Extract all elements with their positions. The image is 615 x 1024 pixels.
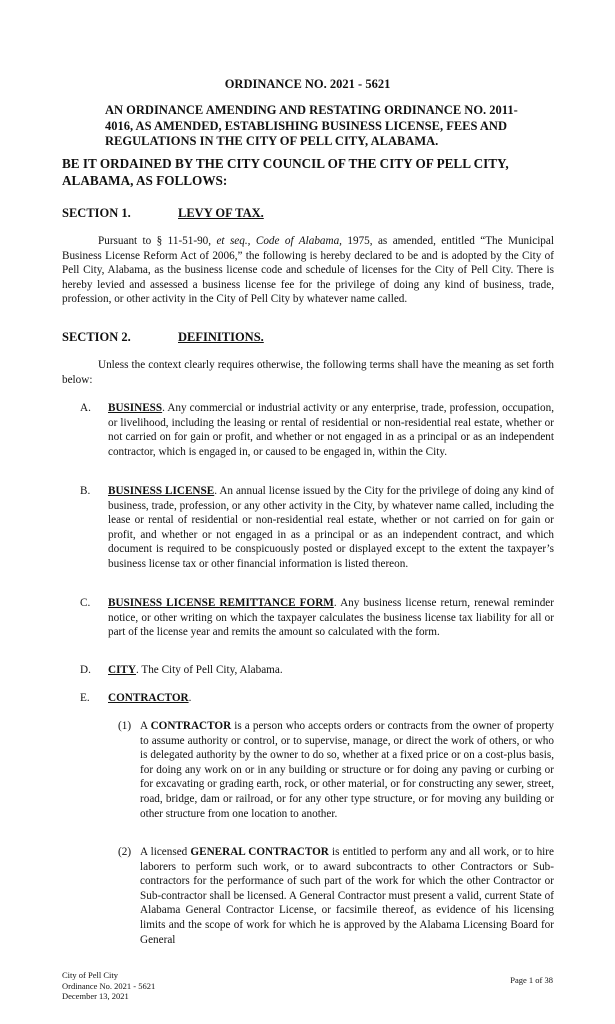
contractor-item-1: (1) A CONTRACTOR is a person who accepts orders or contracts from the owner of property to assume authority or control, or to supervise, manage, or direct the work of others, or who is delegated authority by the owner to do so, whether at a fixed price or on a cost-plus basis, for doing any work on or in any building or structure or for doing any paving or curbing or for excavating or grading earth, rock, or other material, or for constructing any sewer, street, road, bridge, dam or railroad, or for any other type structure, or for moving any building or other structure from one location to another. [118, 720, 555, 820]
section-1-heading [62, 206, 264, 221]
section-1-name: LEVY OF TAX. [178, 206, 264, 220]
contractor-item-2: (2) A licensed GENERAL CONTRACTOR is entitled to perform any and all work, or to hire laborers to perform such work, or to award subcontracts to other Contractors or Sub-contractors for the performance of such part of the work for which the other Contractor or Sub-contractor shall be licensed. A General Contractor must present a valid, current State of Alabama General Contractor License, or facsimile thereof, as evidence of his licensing limits and the scope of work for which he is approved by the Alabama Licensing Board for General [118, 846, 554, 946]
definition-contractor: E. CONTRACTOR. [80, 692, 192, 704]
footer-city: City of Pell City [62, 970, 118, 980]
section-2-number: SECTION 2. [62, 330, 131, 344]
ordain-clause: BE IT ORDAINED BY THE CITY COUNCIL OF THE CITY OF PELL CITY, ALABAMA, AS FOLLOWS: [62, 156, 509, 188]
page-number: Page 1 of 38 [510, 975, 553, 985]
definition-business: A. BUSINESS. Any commercial or industrial activity or any enterprise, trade, profession, occupation, or livelihood, including the leasing or rental of residential or non-residential real estate, whether or not carried on for gain or profit, and whether or not engaged in as a principal or as an independent contractor, which is engaged in, or caused to be engaged in, within the City. [80, 402, 554, 458]
section-2-intro: Unless the context clearly requires otherwise, the following terms shall have the meaning as set forth below: [62, 359, 554, 386]
section-2-name: DEFINITIONS. [178, 330, 264, 344]
definition-city: D. CITY. The City of Pell City, Alabama. [80, 664, 283, 676]
definition-business-license: B. BUSINESS LICENSE. An annual license issued by the City for the privilege of doing any kind of business, trade, profession, or any other activity in the City, by whatever name called, including the lease or rental of residential or non-residential real estate, whether or not carried on for gain or profit, and whether or not engaged in as a principal or as an independent contract, and which document is required to be conspicuously posted or displayed except to the extent the taxpayer’s business license tax or other financial information is listed thereon. [80, 485, 554, 570]
definition-remittance-form: C. BUSINESS LICENSE REMITTANCE FORM. Any business license return, renewal reminder notice, or other writing on which the taxpayer calculates the business license tax liability for all or part of the license year and remits the amount so calculated with the form. [80, 597, 554, 639]
section-1-number: SECTION 1. [62, 206, 131, 220]
ordinance-title: ORDINANCE NO. 2021 - 5621 [224, 77, 391, 91]
footer-ordinance: Ordinance No. 2021 - 5621 [62, 980, 156, 991]
ordinance-subtitle: AN ORDINANCE AMENDING AND RESTATING ORDINANCE NO. 2011-4016, AS AMENDED, ESTABLISHING BUSINESS LICENSE, FEES AND REGULATIONS IN THE CITY OF PELL CITY, ALABAMA. [105, 103, 518, 148]
footer-date: December 13, 2021 [62, 991, 129, 1001]
section-2-heading [62, 330, 264, 345]
section-1-paragraph: Pursuant to § 11-51-90, et seq., Code of Alabama, 1975, as amended, entitled “The Municipal Business License Reform Act of 2006,” the following is hereby declared to be and is adopted by the City of Pell City, Alabama, as the business license code and schedule of licenses for the City of Pell City. There is hereby levied and assessed a business license fee for the privilege of doing any kind of business, trade, profession, or other activity in the City of Pell City by whatever name called. [62, 235, 554, 306]
page-footer [62, 970, 155, 1002]
